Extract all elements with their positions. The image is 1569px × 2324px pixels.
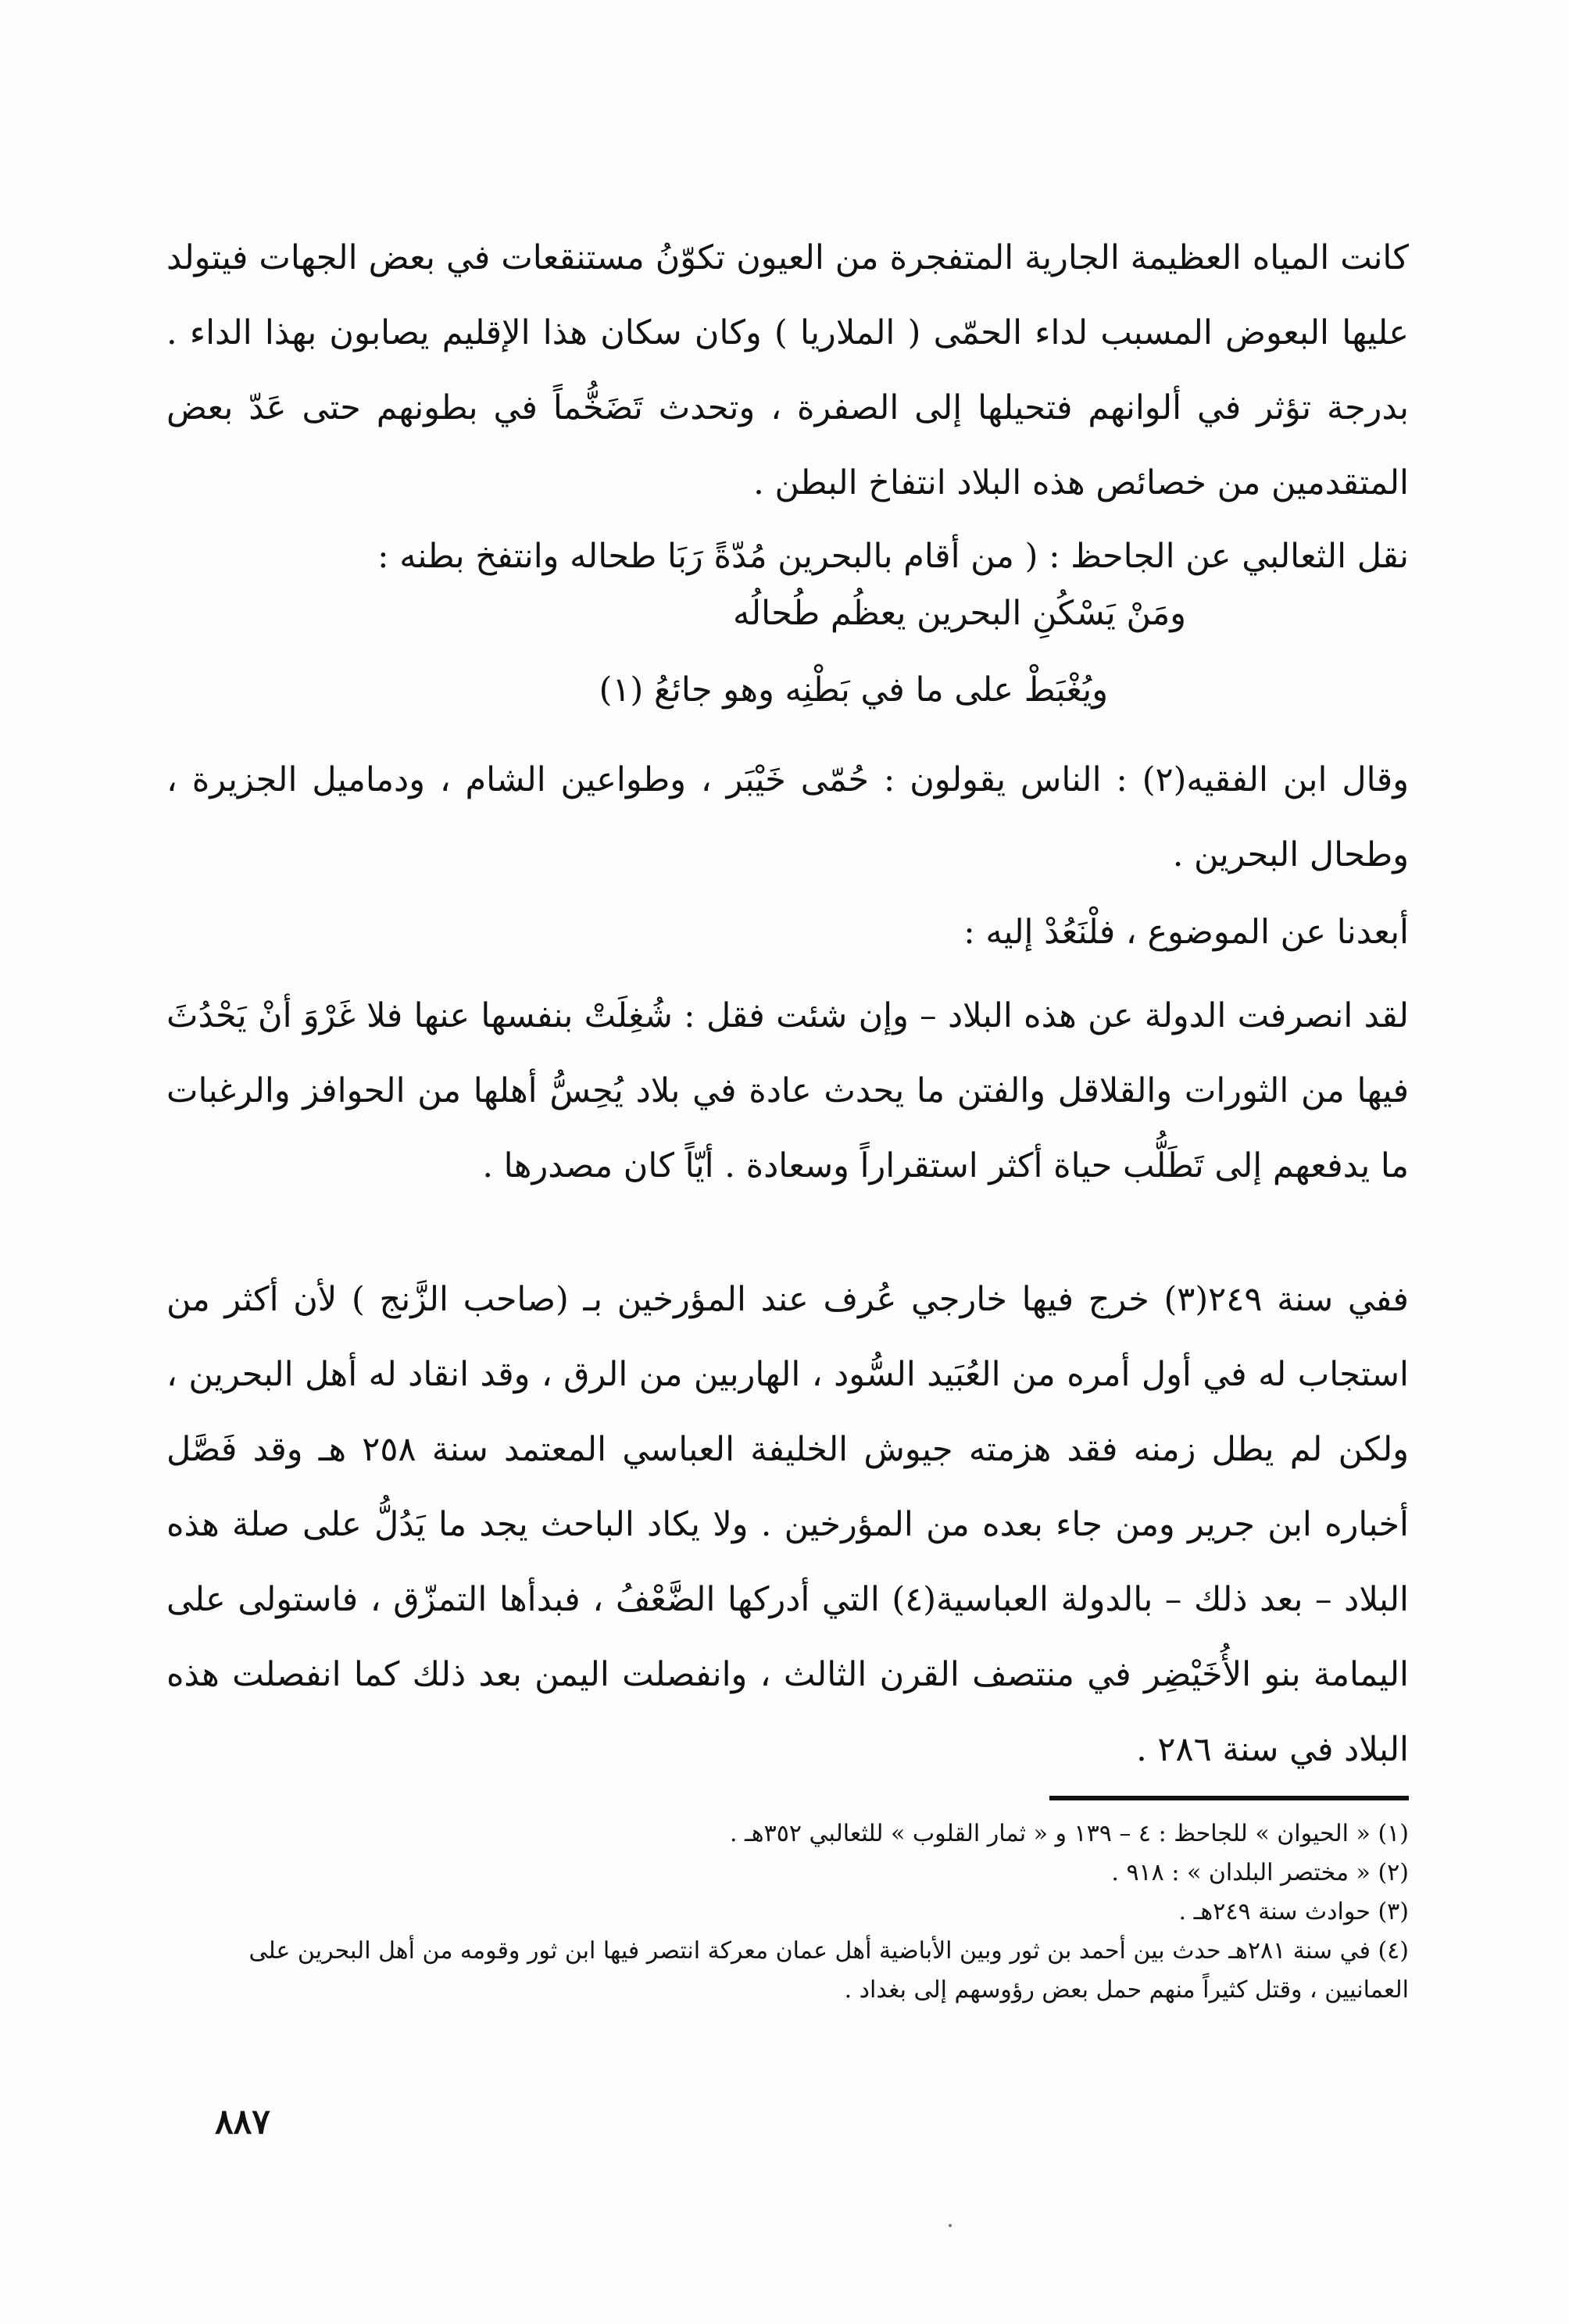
paragraph-state-neglect <box>166 978 1409 1203</box>
paragraph-text: أبعدنا عن الموضوع ، فلْنَعُدْ إليه : <box>963 913 1409 952</box>
page-number: ٨٨٧ <box>215 2102 270 2142</box>
paragraph-text: نقل الثعالبي عن الجاحظ : ( من أقام بالبحرين مُدّةً رَبَا طحاله وانتفخ بطنه : <box>377 537 1409 576</box>
footnote-4: (٤) في سنة ٢٨١هـ حدث بين أحمد بن ثور وبين الأباضية أهل عمان معركة انتصر فيها ابن ثور وقومه من أهل البحرين على العمانيين ، وقتل كثيراً منهم حمل بعض رؤوسهم إلى بغداد . <box>248 1937 1409 2004</box>
paragraph-text: وقال ابن الفقيه(٢) : الناس يقولون : حُمّى خَيْبَر ، وطواعين الشام ، ودماميل الجزيرة ، وطحال البحرين . <box>166 760 1409 874</box>
paragraph-zanj-revolt <box>166 1262 1409 1787</box>
footnote-2: (٢) « مختصر البلدان » : ٩١٨ . <box>1111 1859 1409 1886</box>
paragraph-ibn-alfaqih <box>166 742 1409 892</box>
footnote-3: (٣) حوادث سنة ٢٤٩هـ . <box>1178 1898 1409 1925</box>
poem-verse-second: ويُغْبَطْ على ما في بَطْنِه وهو جائعُ (١) <box>599 670 1108 710</box>
paragraph-malaria <box>166 220 1409 520</box>
scan-speck <box>949 2224 952 2227</box>
paragraph-text: ففي سنة ٢٤٩(٣) خرج فيها خارجي عُرف عند المؤرخين بـ (صاحب الزَّنج ) لأن أكثر من استجاب له في أول أمره من العُبَيد السُّود ، الهاربين من الرق ، وقد انقاد له أهل البحرين ، ولكن لم يطل زمنه فقد هزمته جيوش الخليفة العباسي المعتمد سنة ٢٥٨ هـ وقد فَصَّل أخباره ابن جرير ومن جاء بعده من المؤرخين . ولا يكاد الباحث يجد ما يَدُلُّ على صلة هذه البلاد – بعد ذلك – بالدولة العباسية(٤) التي أدركها الضَّعْفُ ، فبدأها التمزّق ، فاستولى على اليمامة بنو الأُخَيْضِر في منتصف القرن الثالث ، وانفصلت اليمن بعد ذلك كما انفصلت هذه البلاد في سنة ٢٨٦ . <box>166 1280 1409 1769</box>
paragraph-text: لقد انصرفت الدولة عن هذه البلاد – وإن شئت فقل : شُغِلَتْ بنفسها عنها فلا غَرْوَ أنْ يَحْدُثَ فيها من الثورات والقلاقل والفتن ما يحدث عادة في بلاد يُحِسُّ أهلها من الحوافز والرغبات ما يدفعهم إلى تَطَلُّب حياة أكثر استقراراً وسعادة . أيّاً كان مصدرها . <box>166 996 1409 1185</box>
footnote-1: (١) « الحيوان » للجاحظ : ٤ – ١٣٩ و « ثمار القلوب » للثعالبي ٣٥٢هـ . <box>729 1820 1409 1847</box>
poem-verse-first: ومَنْ يَسْكُنِ البحرين يعظُم طُحالُه <box>732 594 1186 633</box>
paragraph-thaalibi-quote <box>166 519 1409 594</box>
paragraph-return-to-topic <box>166 895 1409 970</box>
footnote-divider <box>1049 1796 1409 1800</box>
footnotes <box>166 1815 1409 2010</box>
paragraph-text: كانت المياه العظيمة الجارية المتفجرة من العيون تكوّنُ مستنقعات في بعض الجهات فيتولد عليها البعوض المسبب لداء الحمّى ( الملاريا ) وكان سكان هذا الإقليم يصابون بهذا الداء . بدرجة تؤثر في ألوانهم فتحيلها إلى الصفرة ، وتحدث تَضَخُّماً في بطونهم حتى عَدّ بعض المتقدمين من خصائص هذه البلاد انتفاخ البطن . <box>166 238 1409 502</box>
